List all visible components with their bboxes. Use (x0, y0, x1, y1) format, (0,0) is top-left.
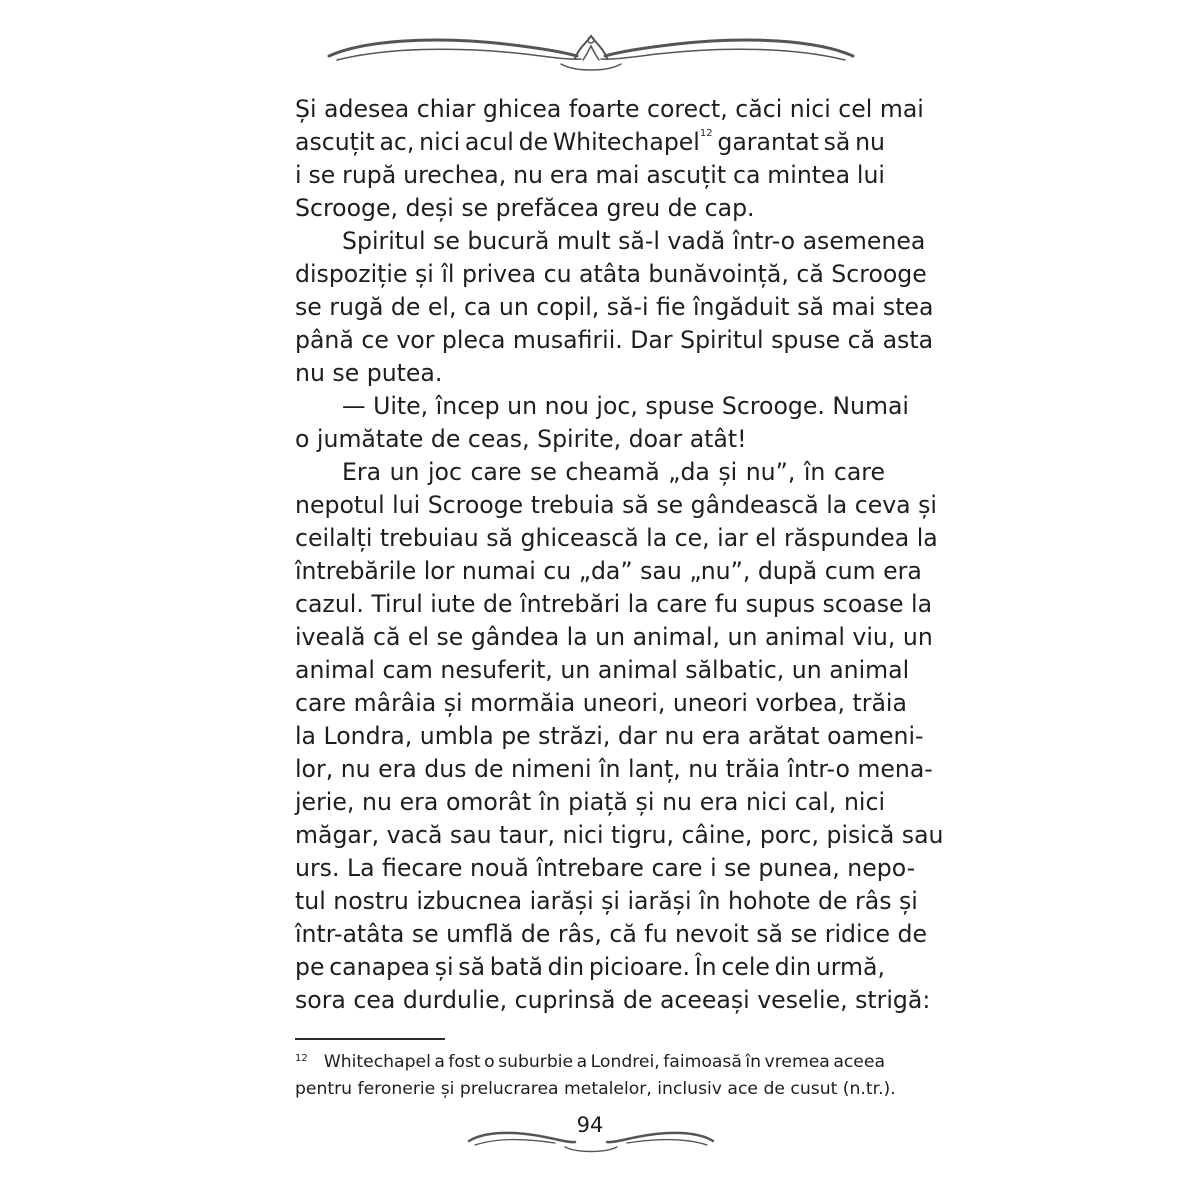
flourish-top-ornament (325, 30, 857, 80)
footnote-line (295, 1049, 885, 1076)
text-line (295, 357, 885, 390)
text-line (295, 588, 933, 621)
text-line (295, 984, 931, 1017)
text-line-content: o jumătate de ceas, Spirite, doar atât! (295, 425, 747, 453)
text-line (295, 456, 885, 489)
footnote (295, 1049, 896, 1103)
footnote-line-content (295, 1049, 885, 1076)
text-line (295, 258, 927, 291)
text-line (295, 918, 928, 951)
text-line (295, 390, 909, 423)
text-line-content: măgar, vacă sau taur, nici tigru, câine, porc, pisică sau (295, 821, 944, 849)
text-line (295, 126, 885, 159)
text-line (295, 489, 937, 522)
text-line-content: ceilalți trebuiau să ghicească la ce, iar el răspundea la (295, 524, 938, 552)
text-line (295, 852, 916, 885)
text-line-content: i se rupă urechea, nu era mai ascuțit ca mintea lui (295, 161, 885, 189)
footnote-divider (295, 1038, 445, 1040)
text-line (295, 720, 924, 753)
text-line (295, 687, 907, 720)
text-line (295, 885, 918, 918)
text-line-content: lor, nu era dus de nimeni în lanț, nu trăia într-o mena- (295, 755, 933, 783)
text-line-content (295, 126, 885, 159)
text-line-content: sora cea durdulie, cuprinsă de aceeași veselie, strigă: (295, 986, 931, 1014)
text-line-content: — Uite, încep un nou joc, spuse Scrooge. Numai (342, 392, 909, 420)
text-fragment: garantat să nu (712, 128, 885, 156)
text-line-content: Scrooge, deși se prefăcea greu de cap. (295, 194, 755, 222)
text-line (295, 555, 922, 588)
text-line-content: iveală că el se gândea la un animal, un animal viu, un (295, 623, 933, 651)
text-line-content: care mârâia și mormăia uneori, uneori vorbea, trăia (295, 689, 907, 717)
text-line (295, 192, 885, 225)
text-line-content: jerie, nu era omorât în piață și nu era nici cal, nici (295, 788, 885, 816)
text-line-content: urs. La fiecare nouă întrebare care i se punea, nepo- (295, 854, 916, 882)
footnote-reference: 12 (699, 128, 713, 139)
text-line (295, 522, 938, 555)
text-line (295, 93, 924, 126)
text-line-content: într-atâta se umflă de râs, că fu nevoit să se ridice de (295, 920, 928, 948)
text-line-content: tul nostru izbucnea iarăși și iarăși în hohote de râs și (295, 887, 918, 915)
text-line-content: dispoziție și îl privea cu atâta bunăvoință, că Scrooge (295, 260, 927, 288)
text-line-content: pe canapea și să bată din picioare. În cele din urmă, (295, 953, 885, 981)
text-line (295, 225, 926, 258)
text-line-content: Spiritul se bucură mult să-l vadă într-o asemenea (342, 227, 926, 255)
text-line-content: se rugă de el, ca un copil, să-i fie îngăduit să mai stea (295, 293, 934, 321)
text-line (295, 654, 910, 687)
text-line (295, 951, 885, 984)
footnote-number: 12 (295, 1053, 308, 1064)
text-line (295, 621, 933, 654)
body-text (295, 93, 944, 1017)
text-line (295, 819, 944, 852)
text-line-content: cazul. Tirul iute de întrebări la care fu supus scoase la (295, 590, 933, 618)
text-line-content: până ce vor pleca musafirii. Dar Spiritul spuse că asta (295, 326, 934, 354)
text-line-content: nu se putea. (295, 359, 443, 387)
text-fragment: ascuțit ac, nici acul de Whitechapel (295, 128, 700, 156)
page-number: 94 (576, 1113, 604, 1137)
text-line (295, 786, 885, 819)
text-line-content: la Londra, umbla pe străzi, dar nu era arătat oameni- (295, 722, 924, 750)
text-line (295, 753, 933, 786)
footnote-text: Whitechapel a fost o suburbie a Londrei, faimoasă în vremea aceea (323, 1052, 885, 1072)
text-line (295, 423, 885, 456)
text-line (295, 291, 934, 324)
text-line (295, 159, 885, 192)
text-line-content: întrebările lor numai cu „da” sau „nu”, după cum era (295, 557, 922, 585)
text-line (295, 324, 934, 357)
footnote-line (295, 1076, 896, 1103)
text-line-content: Și adesea chiar ghicea foarte corect, căci nici cel mai (295, 95, 924, 123)
footnote-text: pentru feronerie și prelucrarea metalelor, inclusiv ace de cusut (n.tr.). (295, 1079, 896, 1099)
text-line-content: nepotul lui Scrooge trebuia să se gândească la ceva și (295, 491, 937, 519)
text-line-content: animal cam nesuferit, un animal sălbatic, un animal (295, 656, 910, 684)
text-line-content: Era un joc care se cheamă „da și nu”, în care (342, 458, 885, 486)
